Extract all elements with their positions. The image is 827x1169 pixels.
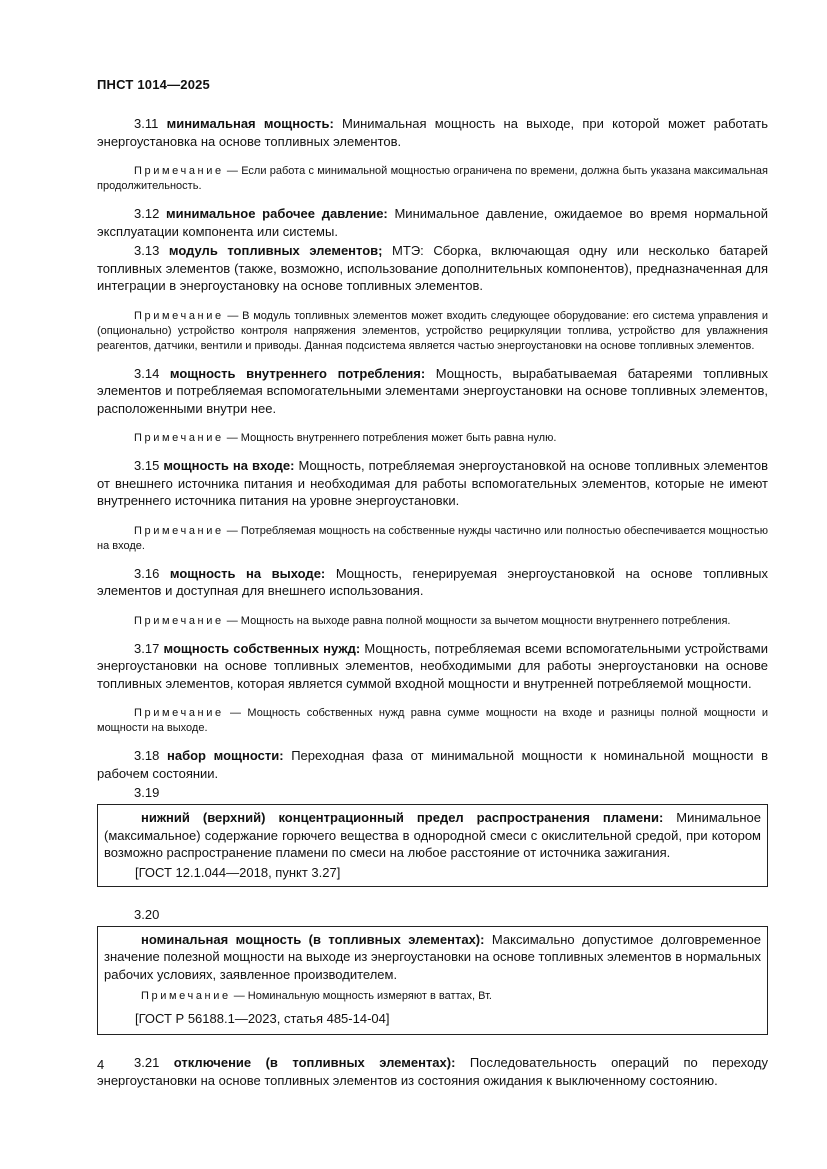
definition: Минимальное (максимальное) содержание горючего вещества в однородной смеси с окислительной средой, при котором возможно распространение пламени по смеси на любое расстояние от источника зажигания. [104, 810, 761, 860]
entry-3-18: 3.18 набор мощности: Переходная фаза от минимальной мощности к номинальной мощности в рабочем состоянии. [97, 748, 768, 781]
page-number: 4 [97, 1057, 105, 1072]
standard-header: ПНСТ 1014—2025 [97, 77, 210, 92]
definition: Мощность, потребляемая всеми вспомогательными устройствами энергоустановки на основе топливных элементов, необходимыми для работы энергоустановки на основе топливных элементов, которая является суммой входной мощности и внутренней потребляемой мощности. [97, 640, 769, 691]
term: отключение (в топливных элементах): [173, 1055, 456, 1070]
document-body [97, 115, 768, 1103]
entry-3-16: 3.16 мощность на выходе: Мощность, генерируемая энергоустановкой на основе топливных элементов и доступная для внешнего использования. [97, 565, 768, 598]
entry-3-14: 3.14 мощность внутреннего потребления: Мощность, вырабатываемая батареями топливных элементов и потребляемая вспомогательными элементами энергоустановки на основе топливных элементов, расположенными внутри нее. [97, 365, 768, 416]
note-label: Примечание [134, 432, 224, 444]
entry-number-3-20: 3.20 [134, 906, 160, 922]
entry-3-21: 3.21 отключение (в топливных элементах): Последовательность операций по переходу энергоустановки на основе топливных элементов из состояния ожидания к выключенному состоянию. [97, 1055, 769, 1088]
term: набор мощности: [166, 748, 284, 763]
term: номинальная мощность (в топливных элементах): [141, 931, 485, 947]
definition: МТЭ: Сборка, включающая одну или несколько батарей топливных элементов (также, возможно, использование дополнительных компонентов), предназначенная для интеграции в энергоустановку на основе топливных элементов. [97, 243, 768, 293]
term: мощность внутреннего потребления: [169, 365, 426, 381]
term: нижний (верхний) концентрационный предел распространения пламени: [141, 810, 664, 825]
note: Примечание — Мощность собственных нужд равна сумме мощности на входе и разницы полной мощности и мощности на выходе. [97, 707, 768, 734]
source-reference: [ГОСТ Р 56188.1—2023, статья 485-14-04] [135, 1011, 390, 1026]
note: Примечание — В модуль топливных элементов может входить следующее оборудование: его система управления и (опционально) устройство контроля напряжения элементов, устройство рециркуляции топлива, устройство для увлажнения реагентов, датчики, вентили и приводы. Данная подсистема является частью энергоустановки на основе топливных элементов. [97, 309, 768, 352]
definition: Последовательность операций по переходу энергоустановки на основе топливных элементов из состояния ожидания к выключенному состоянию. [97, 1055, 769, 1088]
term: модуль топливных элементов; [168, 243, 383, 258]
term: мощность собственных нужд: [163, 640, 361, 656]
boxed-definition [104, 931, 761, 984]
entry-3-17: 3.17 мощность собственных нужд: Мощность, потребляемая всеми вспомогательными устройствами энергоустановки на основе топливных элементов, необходимыми для работы энергоустановки на основе топливных элементов, которая является суммой входной мощности и внутренней потребляемой мощности. [97, 640, 769, 691]
term: мощность на входе: [163, 458, 295, 473]
source-reference: [ГОСТ 12.1.044—2018, пункт 3.27] [135, 864, 341, 880]
definition: Минимальная мощность на выходе, при которой может работать энергоустановка на основе топливных элементов. [97, 116, 768, 149]
definition: Максимально допустимое долговременное значение полезной мощности на выходе из энергоустановки на основе топливных элементов в нормальных рабочих условиях, заявленное производителем. [104, 931, 761, 982]
entry-3-13: 3.13 модуль топливных элементов; МТЭ: Сборка, включающая одну или несколько батарей топливных элементов (также, возможно, использование дополнительных компонентов), предназначенная для интеграции в энергоустановку на основе топливных элементов. [97, 243, 768, 293]
entry-3-15: 3.15 мощность на входе: Мощность, потребляемая энергоустановкой на основе топливных элементов от внешнего источника питания и необходимая для работы вспомогательных элементов, которые не имеют внутреннего источника питания на уровне энергоустановки. [97, 458, 768, 508]
boxed-definition [104, 809, 761, 862]
term: минимальная мощность: [166, 116, 334, 131]
note: Примечание — Мощность внутреннего потребления может быть равна нулю. [134, 432, 557, 444]
note-label: Примечание [134, 707, 224, 719]
definition: Мощность, генерируемая энергоустановкой на основе топливных элементов и доступная для внешнего использования. [97, 565, 768, 598]
note-label: Примечание [134, 309, 224, 322]
boxed-entry-3-20 [97, 926, 768, 1036]
note: Примечание — Если работа с минимальной мощностью ограничена по времени, должна быть указана максимальная продолжительность. [97, 165, 768, 192]
boxed-entry-3-19 [97, 804, 768, 887]
note: Примечание — Номинальную мощность измеряют в ваттах, Вт. [141, 990, 492, 1002]
note-label: Примечание [134, 165, 224, 177]
term: мощность на выходе: [169, 565, 326, 581]
note-label: Примечание [134, 524, 224, 537]
note: Примечание — Потребляемая мощность на собственные нужды частично или полностью обеспечивается мощностью на входе. [97, 524, 768, 552]
entry-number-3-19: 3.19 [134, 785, 160, 800]
note-label: Примечание [134, 614, 224, 627]
definition: Переходная фаза от минимальной мощности к номинальной мощности в рабочем состоянии. [97, 748, 768, 781]
entry-3-12: 3.12 минимальное рабочее давление: Минимальное давление, ожидаемое во время нормальной эксплуатации компонента или системы. [97, 206, 768, 239]
definition: Минимальное давление, ожидаемое во время нормальной эксплуатации компонента или системы. [97, 206, 768, 239]
note-label: Примечание [141, 990, 231, 1002]
definition: Мощность, потребляемая энергоустановкой на основе топливных элементов от внешнего источника питания и необходимая для работы вспомогательных элементов, которые не имеют внутреннего источника питания на уровне энергоустановки. [97, 458, 768, 508]
note: Примечание — Мощность на выходе равна полной мощности за вычетом мощности внутреннего потребления. [134, 614, 731, 627]
term: минимальное рабочее давление: [166, 206, 388, 221]
definition: Мощность, вырабатываемая батареями топливных элементов и потребляемая вспомогательными элементами энергоустановки на основе топливных элементов, расположенными внутри нее. [97, 365, 768, 416]
entry-3-11: 3.11 минимальная мощность: Минимальная мощность на выходе, при которой может работать энергоустановка на основе топливных элементов. [97, 116, 768, 149]
